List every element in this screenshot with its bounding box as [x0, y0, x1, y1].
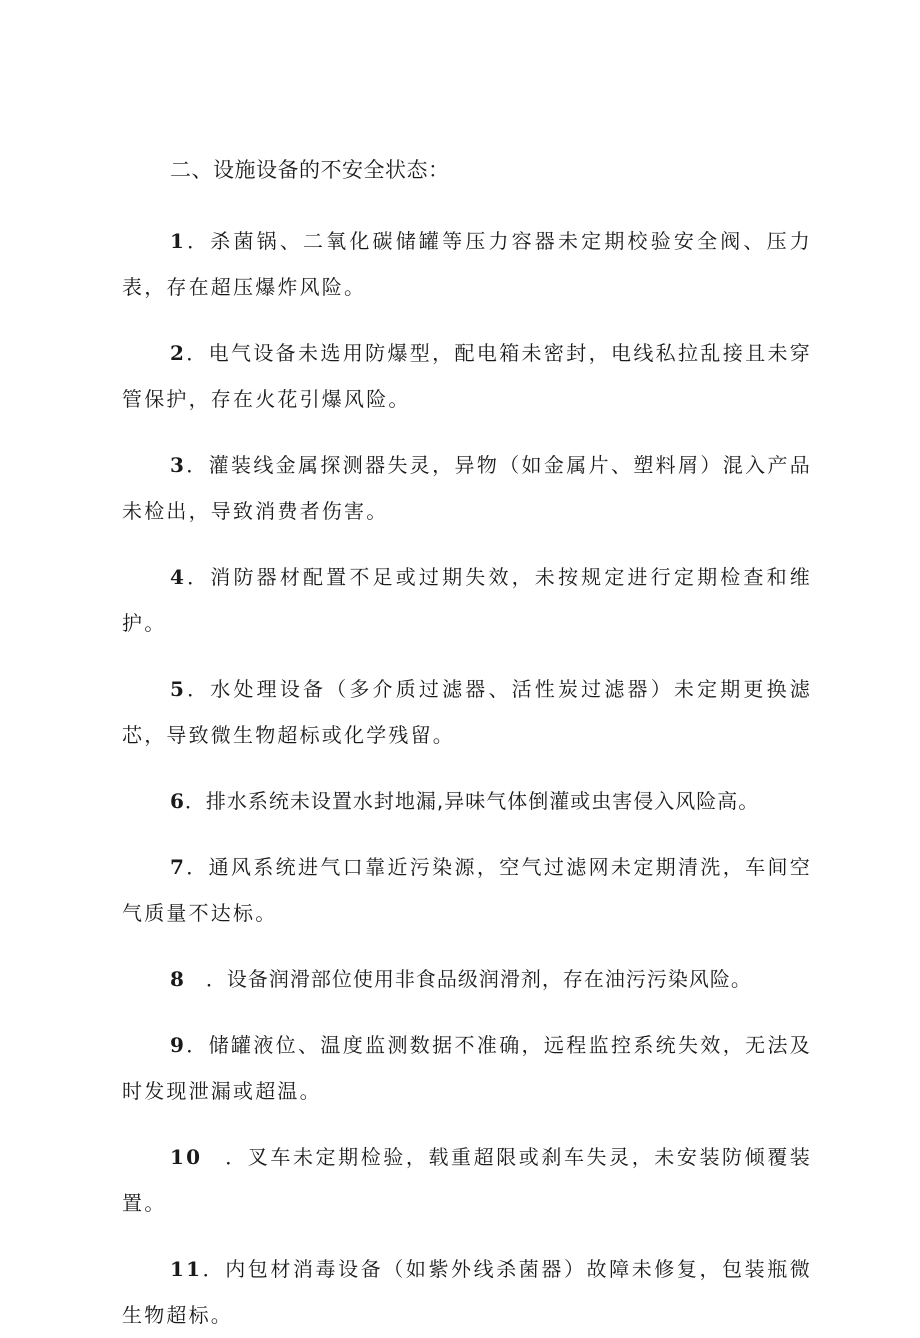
list-item	[122, 844, 812, 936]
list-item	[122, 554, 812, 646]
item-text: ．消防器材配置不足或过期失效，未按规定进行定期检查和维护。	[122, 565, 812, 635]
item-text: ．设备润滑部位使用非食品级润滑剂，存在油污污染风险。	[184, 967, 752, 991]
item-text: ．叉车未定期检验，载重超限或刹车失灵，未安装防倾覆装置。	[122, 1145, 812, 1215]
item-number: 11	[170, 1257, 203, 1281]
item-text: ．储罐液位、温度监测数据不准确，远程监控系统失效，无法及时发现泄漏或超温。	[122, 1033, 812, 1103]
item-number: 2	[170, 341, 187, 365]
item-number: 1	[170, 229, 187, 253]
item-text: ．水处理设备（多介质过滤器、活性炭过滤器）未定期更换滤芯，导致微生物超标或化学残留。	[122, 677, 812, 747]
item-text: ．内包材消毒设备（如紫外线杀菌器）故障未修复，包装瓶微生物超标。	[122, 1257, 812, 1327]
item-text: ．灌装线金属探测器失灵，异物（如金属片、塑料屑）混入产品未检出，导致消费者伤害。	[122, 453, 812, 523]
item-number: 7	[170, 855, 187, 879]
list-item	[122, 330, 812, 422]
item-text: ．电气设备未选用防爆型，配电箱未密封，电线私拉乱接且未穿管保护，存在火花引爆风险。	[122, 341, 812, 411]
item-text: ．杀菌锅、二氧化碳储罐等压力容器未定期校验安全阀、压力表，存在超压爆炸风险。	[122, 229, 812, 299]
item-text: ．排水系统未设置水封地漏,异味气体倒灌或虫害侵入风险高。	[184, 789, 760, 813]
item-text: ．通风系统进气口靠近污染源，空气过滤网未定期清洗，车间空气质量不达标。	[122, 855, 812, 925]
hazard-list	[122, 198, 812, 1338]
item-number: 8	[170, 967, 185, 991]
section-heading: 二、设施设备的不安全状态：	[170, 158, 450, 182]
item-number: 10	[170, 1145, 203, 1169]
list-item	[122, 1022, 812, 1114]
item-number: 4	[170, 565, 187, 589]
list-item	[122, 1134, 812, 1226]
list-item	[122, 666, 812, 758]
list-item	[122, 218, 812, 310]
list-item	[122, 442, 812, 534]
item-number: 6	[170, 789, 185, 813]
item-number: 3	[170, 453, 187, 477]
item-number: 5	[170, 677, 187, 701]
list-item	[122, 956, 812, 1002]
list-item	[122, 778, 812, 824]
list-item	[122, 1246, 812, 1338]
item-number: 9	[170, 1033, 187, 1057]
